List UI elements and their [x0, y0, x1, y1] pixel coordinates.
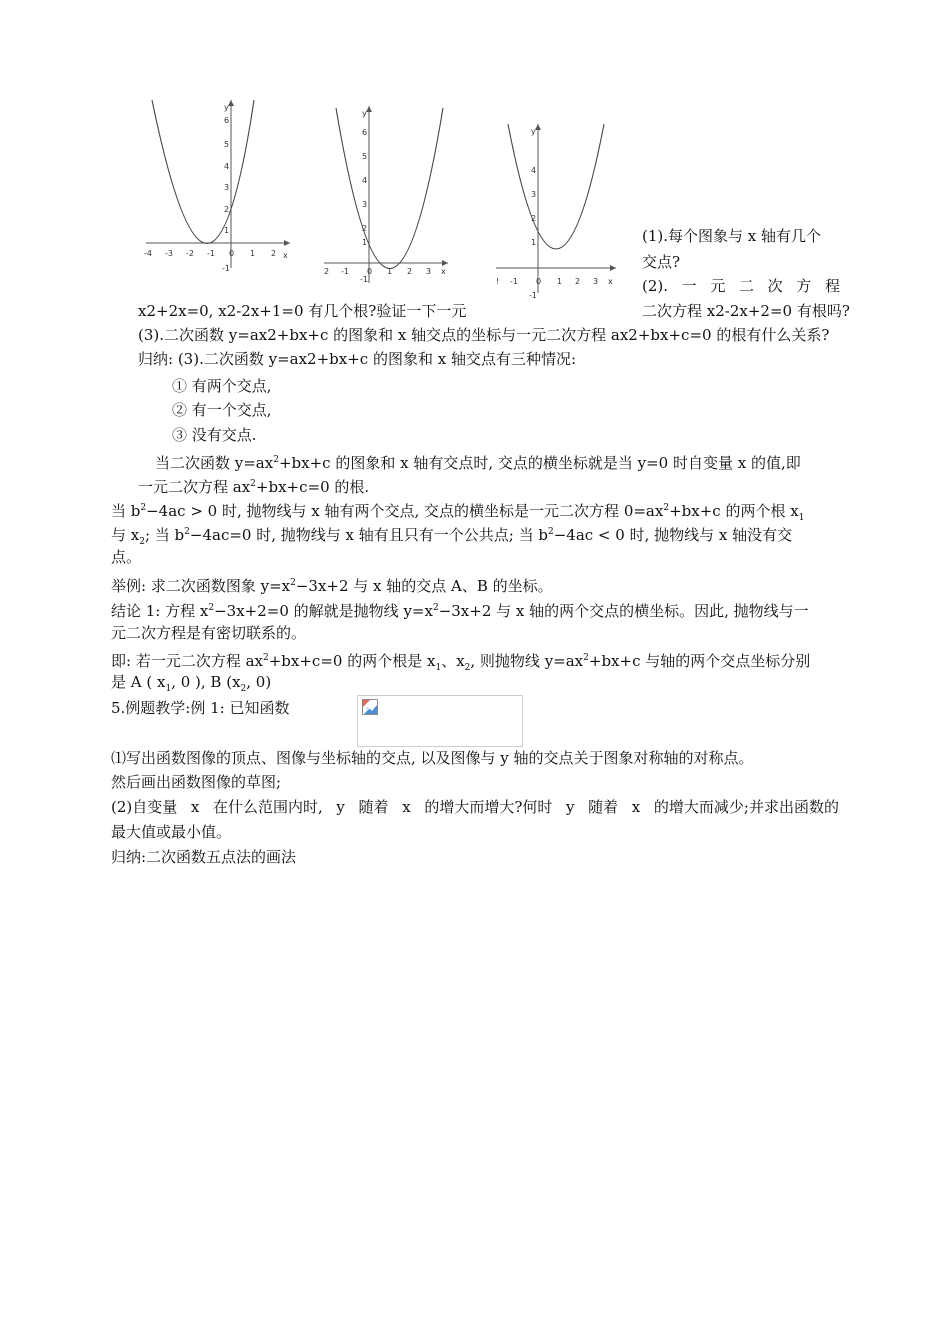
y-tick: 3 [224, 183, 230, 192]
y-label: y [531, 127, 536, 136]
side-question-1: (1).每个图象与 x 轴有几个 [642, 227, 822, 245]
y-axis-arrow [228, 100, 234, 106]
parabola-curve [336, 108, 443, 269]
y-axis-arrow [535, 124, 541, 130]
x-tick: 2 [407, 267, 413, 276]
y-tick: 2 [362, 224, 368, 233]
ie-line-2: 是 A ( $x_1$, 0 ), B ($x_2$, 0) [111, 673, 272, 694]
y-tick: 4 [362, 176, 368, 185]
x-label: x [283, 251, 288, 260]
x-tick: 1 [387, 267, 393, 276]
question-3: (3).二次函数 y=ax2+bx+c 的图象和 x 轴交点的坐标与一元二次方程 ax2+bx+c=0 的根有什么关系? [138, 326, 830, 344]
conclusion-line-1: 结论 1: 方程 $x^2-3x+2=0$ 的解就是抛物线 $y=x^2-3x+2$ 与 x 轴的两个交点的横坐标。因此, 抛物线与一 [111, 602, 809, 620]
x-label: x [441, 267, 446, 276]
graph-3-svg [492, 118, 622, 304]
x-tick: 3 [426, 267, 432, 276]
conclusion-line-2: 元二次方程是有密切联系的。 [111, 624, 307, 642]
paragraph-1-line-2: 一元二次方程 $ax^2+bx+c=0$ 的根. [138, 478, 370, 496]
x-tick: 2 [271, 249, 277, 258]
x-tick: 0 [229, 249, 235, 258]
function-image-placeholder [357, 695, 523, 747]
paragraph-1-line-1: 当二次函数 $y=ax^2+bx+c$ 的图象和 x 轴有交点时, 交点的横坐标就是当 y=0 时自变量 x 的值,即 [155, 454, 801, 472]
question-2-left: x2+2x=0, x2-2x+1=0 有几个根?验证一下一元 [138, 302, 467, 320]
example-text: 举例: 求二次函数图象 $y=x^2-3x+2$ 与 x 轴的交点 A、B 的坐标。 [111, 577, 553, 595]
word: 程 [824, 277, 840, 295]
y-tick: 6 [362, 128, 368, 137]
x-label: x [608, 277, 613, 286]
graph-2-svg [318, 98, 458, 284]
y-label: y [362, 109, 367, 118]
x-tick: 1 [250, 249, 256, 258]
item-2-line-2: 最大值或最小值。 [111, 823, 232, 841]
summary-heading: 归纳: (3).二次函数 y=ax2+bx+c 的图象和 x 轴交点有三种情况: [138, 350, 577, 368]
item-2-line-1: (2)自变量 x 在什么范围内时, y 随着 x 的增大而增大?何时 y 随着 x 的增大而减少;并求出函数的 [111, 798, 839, 816]
y-tick: 4 [531, 166, 537, 175]
x-tick: -2 [186, 249, 194, 258]
y-label: y [224, 103, 229, 112]
y-axis-arrow [366, 106, 372, 112]
y-tick: 1 [531, 238, 537, 247]
word: 次 [767, 277, 783, 295]
y-tick: 2 [531, 214, 537, 223]
question-2-right: 二次方程 x2-2x+2=0 有根吗? [642, 302, 850, 320]
x-tick: ! [496, 277, 500, 286]
x-tick: -1 [341, 267, 349, 276]
word: 二 [738, 277, 754, 295]
y-tick: -1 [529, 291, 537, 300]
paragraph-2-line-3: 点。 [111, 548, 142, 566]
paragraph-2-line-1: 当 $b^2-4ac > 0$ 时, 抛物线与 x 轴有两个交点, 交点的横坐标是一元二次方程 $0=ax^2+bx+c$ 的两个根 $x_1$ [111, 502, 805, 523]
y-tick: 5 [362, 152, 368, 161]
word: 方 [796, 277, 812, 295]
x-tick: -4 [144, 249, 152, 258]
case-2: ② 有一个交点, [172, 401, 272, 419]
parabola-curve [508, 124, 604, 249]
x-tick: 0 [367, 267, 373, 276]
x-axis-arrow [284, 240, 290, 246]
ie-line-1: 即: 若一元二次方程 $ax^2+bx+c=0$ 的两个根是 $x_1$、$x_2$, 则抛物线 $y=ax^2+bx+c$ 与轴的两个交点坐标分别 [111, 652, 811, 673]
example-1-heading: 5.例题教学:例 1: 已知函数 [111, 699, 290, 717]
y-tick: 5 [224, 140, 230, 149]
x-axis-arrow [610, 265, 616, 271]
x-tick: 0 [536, 277, 542, 286]
parabola-curve [152, 100, 254, 244]
parabola-graph-2 [318, 98, 458, 284]
x-tick: -1 [207, 249, 215, 258]
x-tick: -1 [510, 277, 518, 286]
y-tick: 2 [224, 205, 230, 214]
x-tick: -3 [165, 249, 173, 258]
item-1-line-2: 然后画出函数图像的草图; [111, 773, 282, 791]
word: 元 [710, 277, 726, 295]
y-tick: 1 [362, 238, 368, 247]
word: (2). [642, 277, 669, 295]
parabola-graph-1 [138, 96, 296, 276]
case-1: ① 有两个交点, [172, 377, 272, 395]
item-1-line-1: ⑴写出函数图像的顶点、图像与坐标轴的交点, 以及图像与 y 轴的交点关于图象对称轴的对称点。 [111, 749, 754, 767]
y-tick: -1 [222, 264, 230, 273]
case-3: ③ 没有交点. [172, 426, 257, 444]
y-tick: -1 [360, 275, 368, 284]
side-question-1-cont: 交点? [642, 253, 681, 271]
y-tick: 1 [224, 226, 230, 235]
y-tick: 3 [531, 190, 537, 199]
summary-2: 归纳:二次函数五点法的画法 [111, 848, 297, 866]
x-axis-arrow [442, 260, 448, 266]
word: 一 [681, 277, 697, 295]
x-tick: 2 [575, 277, 581, 286]
parabola-graph-3 [492, 118, 622, 304]
y-tick: 4 [224, 162, 230, 171]
paragraph-2-line-2: 与 $x_2$; 当 $b^2-4ac=0$ 时, 抛物线与 x 轴有且只有一个公共点; 当 $b^2-4ac < 0$ 时, 抛物线与 x 轴没有交 [111, 526, 793, 547]
x-tick: 1 [557, 277, 563, 286]
x-tick: 2 [324, 267, 330, 276]
graph-1-svg [138, 96, 296, 276]
y-tick: 3 [362, 200, 368, 209]
side-question-2 [642, 276, 840, 296]
broken-image-icon [362, 699, 378, 715]
x-tick: 3 [593, 277, 599, 286]
y-tick: 6 [224, 116, 230, 125]
